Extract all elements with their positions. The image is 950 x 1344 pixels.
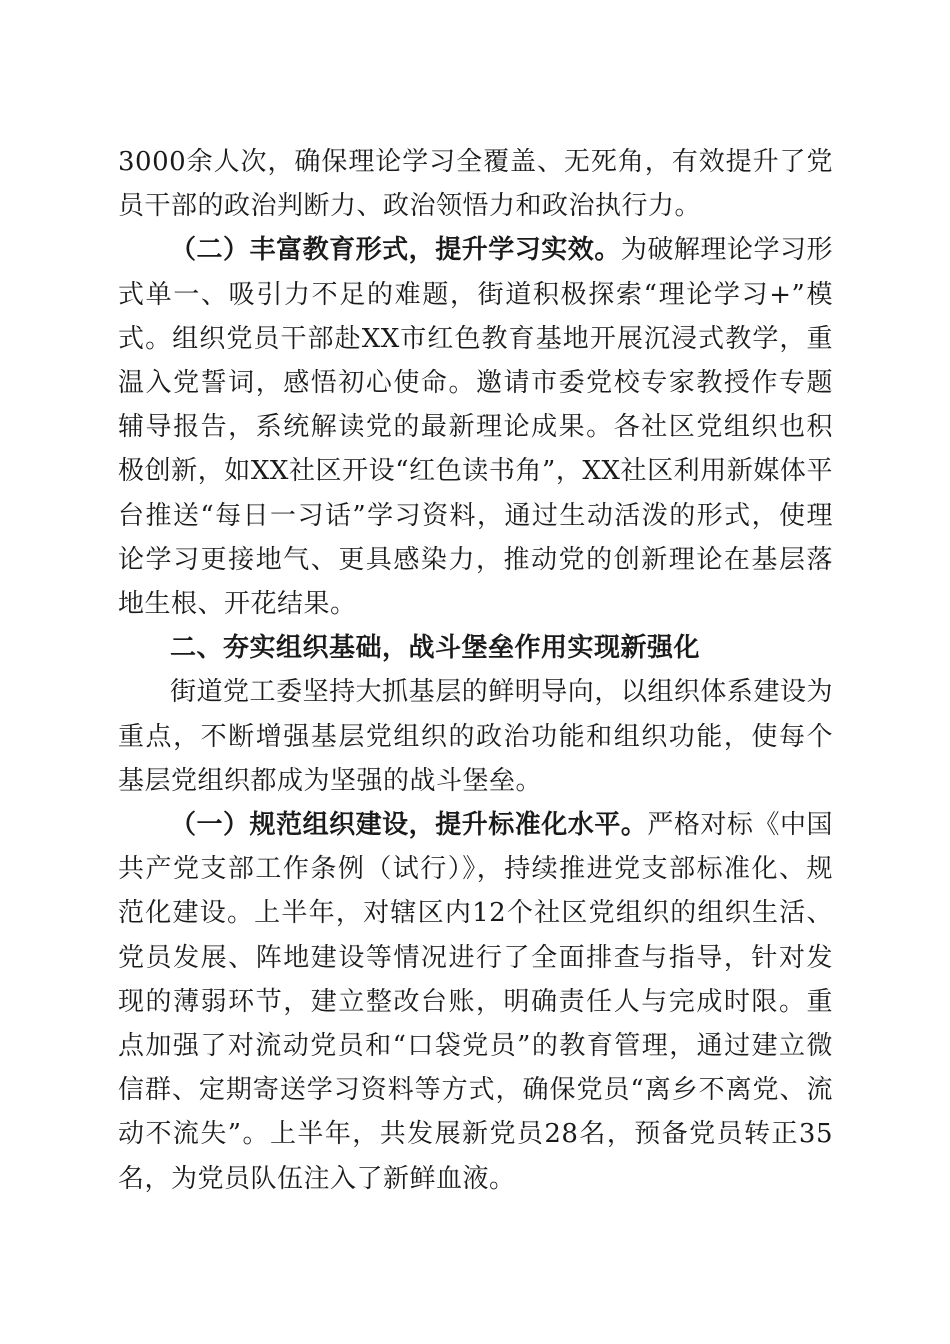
paragraph-text: 街道党工委坚持大抓基层的鲜明导向，以组织体系建设为重点，不断增强基层党组织的政治功能和组织功能，使每个基层党组织都成为坚强的战斗堡垒。 — [118, 677, 833, 796]
paragraph-organization-intro — [118, 670, 833, 803]
paragraph-study-coverage — [118, 140, 833, 228]
subsection-title-education-forms: （二）丰富教育形式，提升学习实效。 — [170, 235, 621, 266]
paragraph-organization-standard — [118, 803, 833, 1201]
paragraph-text: 严格对标《中国共产党支部工作条例（试行）》，持续推进党支部标准化、规范化建设。上半年，对辖区内12个社区党组织的组织生活、党员发展、阵地建设等情况进行了全面排查与指导，针对发现的薄弱环节，建立整改台账，明确责任人与完成时限。重点加强了对流动党员和“口袋党员”的教育管理，通过建立微信群、定期寄送学习资料等方式，确保党员“离乡不离党、流动不流失”。上半年，共发展新党员28名，预备党员转正35名，为党员队伍注入了新鲜血液。 — [118, 810, 833, 1194]
paragraph-text: 为破解理论学习形式单一、吸引力不足的难题，街道积极探索“理论学习+”模式。组织党员干部赴XX市红色教育基地开展沉浸式教学，重温入党誓词，感悟初心使命。邀请市委党校专家教授作专题辅导报告，系统解读党的最新理论成果。各社区党组织也积极创新，如XX社区开设“红色读书角”，XX社区利用新媒体平台推送“每日一习话”学习资料，通过生动活泼的形式，使理论学习更接地气、更具感染力，推动党的创新理论在基层落地生根、开花结果。 — [118, 235, 833, 620]
subsection-title-organization-standard: （一）规范组织建设，提升标准化水平。 — [170, 810, 648, 841]
document-page — [118, 140, 833, 1201]
section-heading-organization: 二、夯实组织基础，战斗堡垒作用实现新强化 — [170, 633, 701, 664]
paragraph-text: 3000余人次，确保理论学习全覆盖、无死角，有效提升了党员干部的政治判断力、政治领悟力和政治执行力。 — [118, 147, 833, 222]
paragraph-education-forms — [118, 228, 833, 626]
